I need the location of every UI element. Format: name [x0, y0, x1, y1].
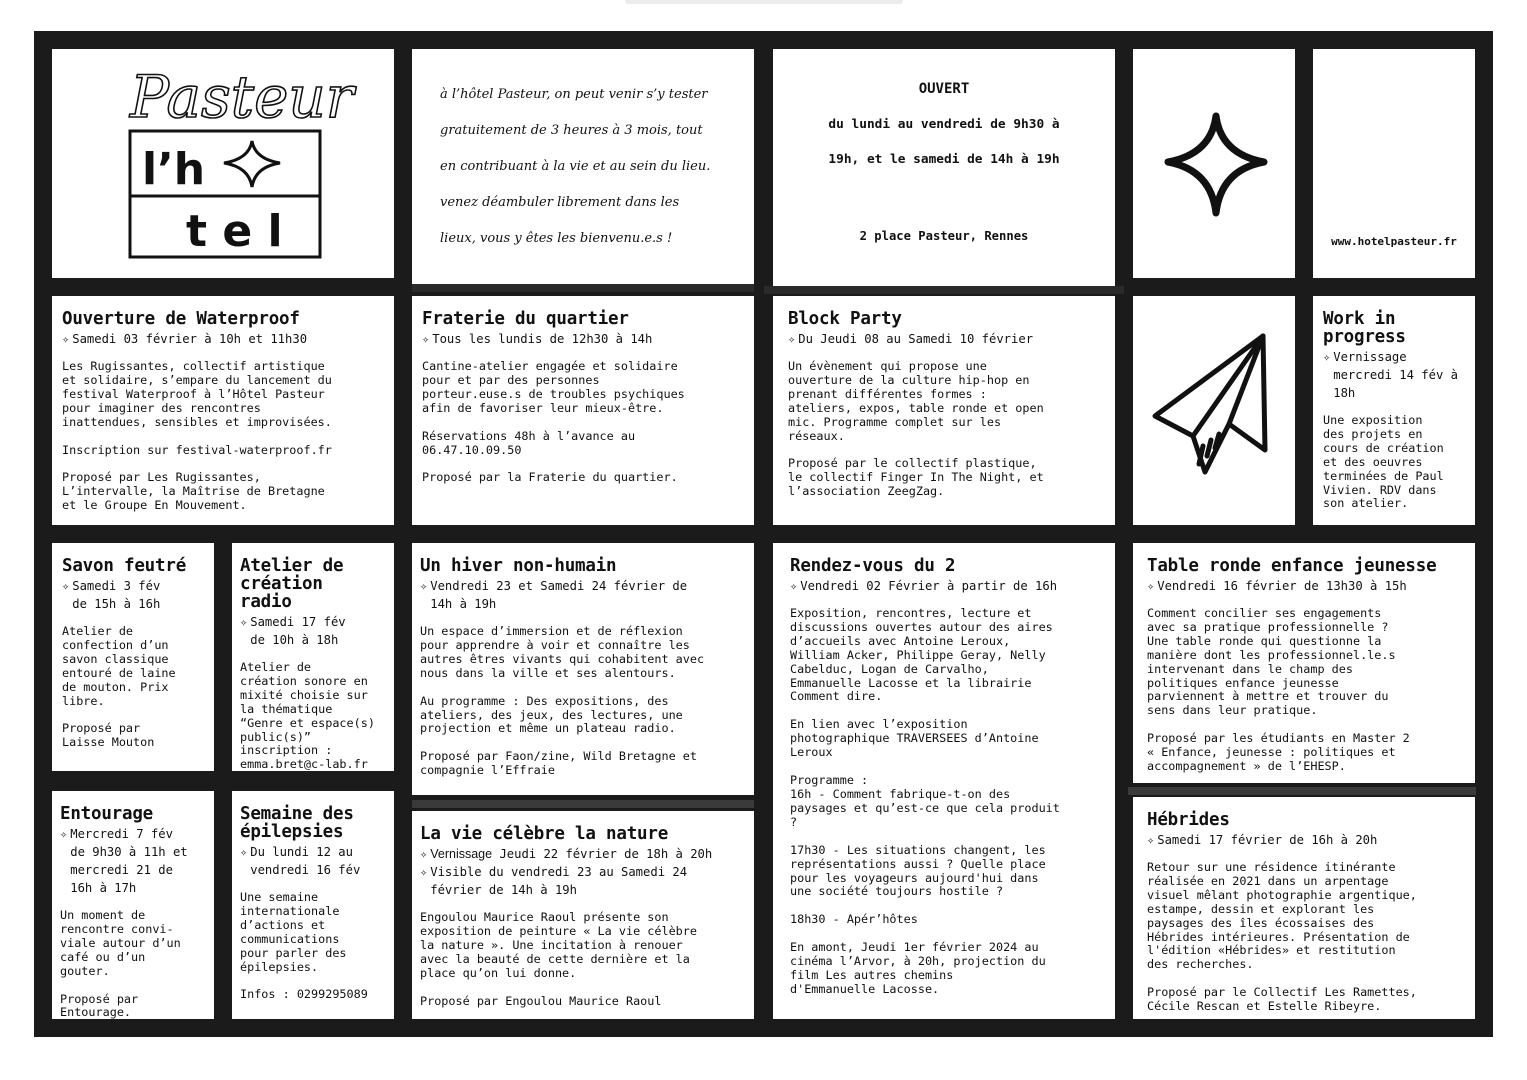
event-programme: Programme : 16h - Comment fabrique-t-on des paysages et qu’est-ce que cela produit ?: [790, 773, 1060, 829]
event-card-hebrides: [1133, 797, 1475, 1019]
event-card-radio: [232, 543, 394, 771]
top-edge-shadow: [625, 0, 903, 4]
hotel-pasteur-logo: [52, 49, 394, 278]
event-organizer: Proposé par les étudiants en Master 2 « Enfance, jeunesse : politiques et accompagnement » de l’EHESP.: [1147, 731, 1410, 774]
small-star-icon: ✧: [422, 332, 430, 346]
event-title: Ouverture de Waterproof: [62, 309, 300, 329]
event-date: ✧ Du lundi 12 au vendredi 16 fév: [240, 845, 361, 877]
event-title: Work in progress: [1323, 309, 1406, 347]
event-description: Exposition, rencontres, lecture et discussions ouvertes autour des aires d’accueils avec Antoine Leroux, William Acker, Philippe Geray, Nelly Cabelduc, Logan de Carvalho, Emmanuelle Lacosse et la librairie Comment dire.: [790, 606, 1053, 704]
intro-line-1: à l’hôtel Pasteur, on peut venir s’y tester: [440, 87, 708, 102]
logo-diamond-icon: [224, 141, 280, 187]
event-date: ✧ Tous les lundis de 12h30 à 14h: [422, 332, 653, 346]
website-card: [1313, 49, 1475, 278]
hours-line-2: 19h, et le samedi de 14h à 19h: [828, 152, 1060, 167]
event-organizer: Proposé par le collectif plastique, le collectif Finger In The Night, et l’association ZeegZag.: [788, 456, 1044, 499]
event-title: Semaine des épilepsies: [240, 804, 354, 842]
event-date: ✧ Vernissage mercredi 14 fév à 18h: [1323, 350, 1458, 400]
sparkle-card: [1133, 49, 1295, 278]
event-organizer: Proposé par Faon/zine, Wild Bretagne et compagnie l’Effraie: [420, 749, 697, 778]
event-card-work-in-progress: [1313, 296, 1475, 525]
event-organizer: Proposé par la Fraterie du quartier.: [422, 470, 678, 485]
event-description: Engoulou Maurice Raoul présente son exposition de peinture « La vie célèbre la nature ». Une incitation à renouer avec la beauté de cette dernière et la place qu’on lui donne.: [420, 910, 697, 980]
small-star-icon: ✧: [1323, 350, 1331, 364]
event-date: ✧ Samedi 17 fév de 10h à 18h: [240, 615, 346, 647]
event-title: Atelier de création radio: [240, 556, 344, 612]
small-star-icon: ✧: [60, 827, 68, 841]
intro-line-5: lieux, vous y êtes les bienvenu.e.s !: [440, 231, 673, 246]
event-date: ✧ Vendredi 02 Février à partir de 16h: [790, 579, 1058, 593]
event-description: Une exposition des projets en cours de création et des oeuvres terminées de Paul Vivien. RDV dans son atelier.: [1323, 413, 1444, 511]
event-registration: Inscription sur festival-waterproof.fr: [62, 442, 332, 457]
intro-line-4: venez déambuler librement dans les: [440, 195, 680, 210]
event-card-table-ronde: [1133, 543, 1475, 783]
event-title: Block Party: [788, 309, 902, 329]
event-title: Hébrides: [1147, 810, 1230, 830]
event-description: Comment concilier ses engagements avec sa pratique professionnelle ? Une table ronde qui questionne la manière dont les professionnel.le.s intervenant dans le champ des politiques enfance jeunesse parviennent à mettre et trouver du sens dans leur pratique.: [1147, 606, 1396, 718]
event-programme-3: 18h30 - Apér’hôtes: [790, 912, 918, 927]
event-card-fraterie: [412, 296, 754, 525]
torn-edge: [412, 284, 754, 292]
event-date: ✧ Samedi 17 février de 16h à 20h: [1147, 833, 1378, 847]
logo-word-pasteur: Pasteur: [130, 63, 354, 131]
event-description: Atelier de création sonore en mixité choisie sur la thématique “Genre et espace(s) public(s)” inscription : emma.bret@c-lab.fr: [240, 660, 375, 771]
event-programme-2: 17h30 - Les situations changent, les représentations aussi ? Quelle place pour les voyageurs aujourd'hui dans une société toujours hostile ?: [790, 842, 1046, 899]
event-description: Les Rugissantes, collectif artistique et solidaire, s’empare du lancement du festival Waterproof à l’Hôtel Pasteur pour imaginer des rencontres inattendues, sensibles et improvisées.: [62, 359, 332, 429]
sparkle-star-icon: [1133, 49, 1295, 278]
intro-card: [412, 49, 754, 286]
event-description: Un espace d’immersion et de réflexion pour apprendre à voir et connaître les autres êtres vivants qui cohabitent avec nous dans la ville et ses alentours.: [420, 624, 705, 680]
event-description: Retour sur une résidence itinérante réalisée en 2021 dans un arpentage visuel mêlant photographie argentique, estampe, dessin et explorant les paysages des îles écossaises des Hébrides intérieures. Présentation de l'édition «Hébrides» et restitution des recherches.: [1147, 860, 1417, 972]
poster-board: [34, 31, 1493, 1037]
event-date: ✧ Mercredi 7 fév de 9h30 à 11h et mercredi 21 de 16h à 17h: [60, 827, 188, 895]
event-contact: Infos : 0299295089: [240, 987, 368, 1002]
event-exhibition: En lien avec l’exposition photographique TRAVERSEES d’Antoine Leroux: [790, 717, 1039, 760]
event-title: Un hiver non-humain: [420, 556, 617, 576]
small-star-icon: ✧: [420, 579, 428, 593]
event-organizer: Proposé par Les Rugissantes, L’intervalle, la Maîtrise de Bretagne et le Groupe En Mouvement.: [62, 470, 325, 513]
event-description: Cantine-atelier engagée et solidaire pour et par des personnes porteur.euse.s de troubles psychiques afin de favoriser leur mieux-être.: [422, 359, 685, 415]
event-title: Table ronde enfance jeunesse: [1147, 556, 1437, 576]
event-card-block-party: [773, 296, 1115, 525]
address: 2 place Pasteur, Rennes: [859, 229, 1029, 243]
event-date: ✧ Du Jeudi 08 au Samedi 10 février: [788, 332, 1034, 346]
torn-edge: [412, 800, 754, 808]
event-title: Entourage: [60, 804, 154, 824]
event-card-entourage: [52, 791, 214, 1019]
torn-edge: [1128, 787, 1476, 795]
event-date: ✧ Vernissage Jeudi 22 février de 18h à 20h: [420, 847, 713, 861]
event-card-savon: [52, 543, 214, 771]
event-organizer: Proposé par Laisse Mouton: [62, 721, 155, 750]
paper-plane-card: [1133, 296, 1295, 525]
event-card-waterproof: [52, 296, 394, 525]
hours-card: [773, 49, 1115, 286]
event-date-2: ✧ Visible du vendredi 23 au Samedi 24 février de 14h à 19h: [420, 865, 688, 897]
small-star-icon: ✧: [1147, 833, 1155, 847]
logo-row2: t e l: [186, 206, 283, 257]
small-star-icon: ✧: [62, 332, 70, 346]
event-title: Savon feutré: [62, 556, 187, 576]
event-card-nature: [412, 811, 754, 1019]
event-card-hiver: [412, 543, 754, 795]
hours-title: OUVERT: [918, 81, 970, 97]
event-organizer: Proposé par le Collectif Les Ramettes, Cécile Rescan et Estelle Ribeyre.: [1147, 985, 1417, 1014]
small-star-icon: ✧: [240, 845, 248, 859]
event-description: Un moment de rencontre convi- viale autour d’un café ou d’un gouter.: [60, 908, 181, 978]
event-description: Un évènement qui propose une ouverture de la culture hip-hop en prenant différentes formes : ateliers, expos, table ronde et open mic. Programme complet sur les réseaux.: [788, 359, 1044, 443]
event-date: ✧ Vendredi 16 février de 13h30 à 15h: [1147, 579, 1407, 593]
event-date-label: Vernissage: [430, 847, 493, 861]
small-star-icon: ✧: [420, 847, 428, 861]
event-reservation: Réservations 48h à l’avance au 06.47.10.09.50: [422, 428, 636, 457]
intro-line-3: en contribuant à la vie et au sein du lieu.: [440, 159, 711, 174]
logo-card: [52, 49, 394, 278]
event-description: Une semaine internationale d’actions et communications pour parler des épilepsies.: [240, 890, 347, 974]
event-programme: Au programme : Des expositions, des ateliers, des jeux, des lectures, une projection et même un plateau radio.: [420, 693, 683, 736]
website-link[interactable]: www.hotelpasteur.fr: [1331, 235, 1457, 248]
event-description: Atelier de confection d’un savon classique entouré de laine de mouton. Prix libre.: [62, 624, 176, 708]
small-star-icon: ✧: [420, 865, 428, 879]
small-star-icon: ✧: [790, 579, 798, 593]
logo-row1: l’h: [142, 144, 206, 195]
small-star-icon: ✧: [240, 615, 248, 629]
event-title: Fraterie du quartier: [422, 309, 629, 329]
event-card-epilepsies: [232, 791, 394, 1019]
hours-line-1: du lundi au vendredi de 9h30 à: [828, 117, 1060, 132]
small-star-icon: ✧: [1147, 579, 1155, 593]
intro-line-2: gratuitement de 3 heures à 3 mois, tout: [440, 123, 703, 138]
event-title: La vie célèbre la nature: [420, 824, 669, 844]
event-title: Rendez-vous du 2: [790, 556, 956, 576]
small-star-icon: ✧: [788, 332, 796, 346]
small-star-icon: ✧: [62, 579, 70, 593]
event-organizer: Proposé par Entourage.: [60, 991, 139, 1019]
event-card-rdv2: [773, 543, 1115, 1019]
event-date: ✧ Vendredi 23 et Samedi 24 février de 14h à 19h: [420, 579, 688, 611]
event-organizer: Proposé par Engoulou Maurice Raoul: [420, 993, 662, 1008]
event-screening: En amont, Jeudi 1er février 2024 au cinéma l’Arvor, à 20h, projection du film Les autres chemins d'Emmanuelle Lacosse.: [790, 940, 1046, 996]
paper-plane-icon: [1133, 296, 1295, 525]
event-date: ✧ Samedi 03 février à 10h et 11h30: [62, 332, 308, 346]
event-date: ✧ Samedi 3 fév de 15h à 16h: [62, 579, 161, 611]
torn-edge: [764, 286, 1124, 294]
